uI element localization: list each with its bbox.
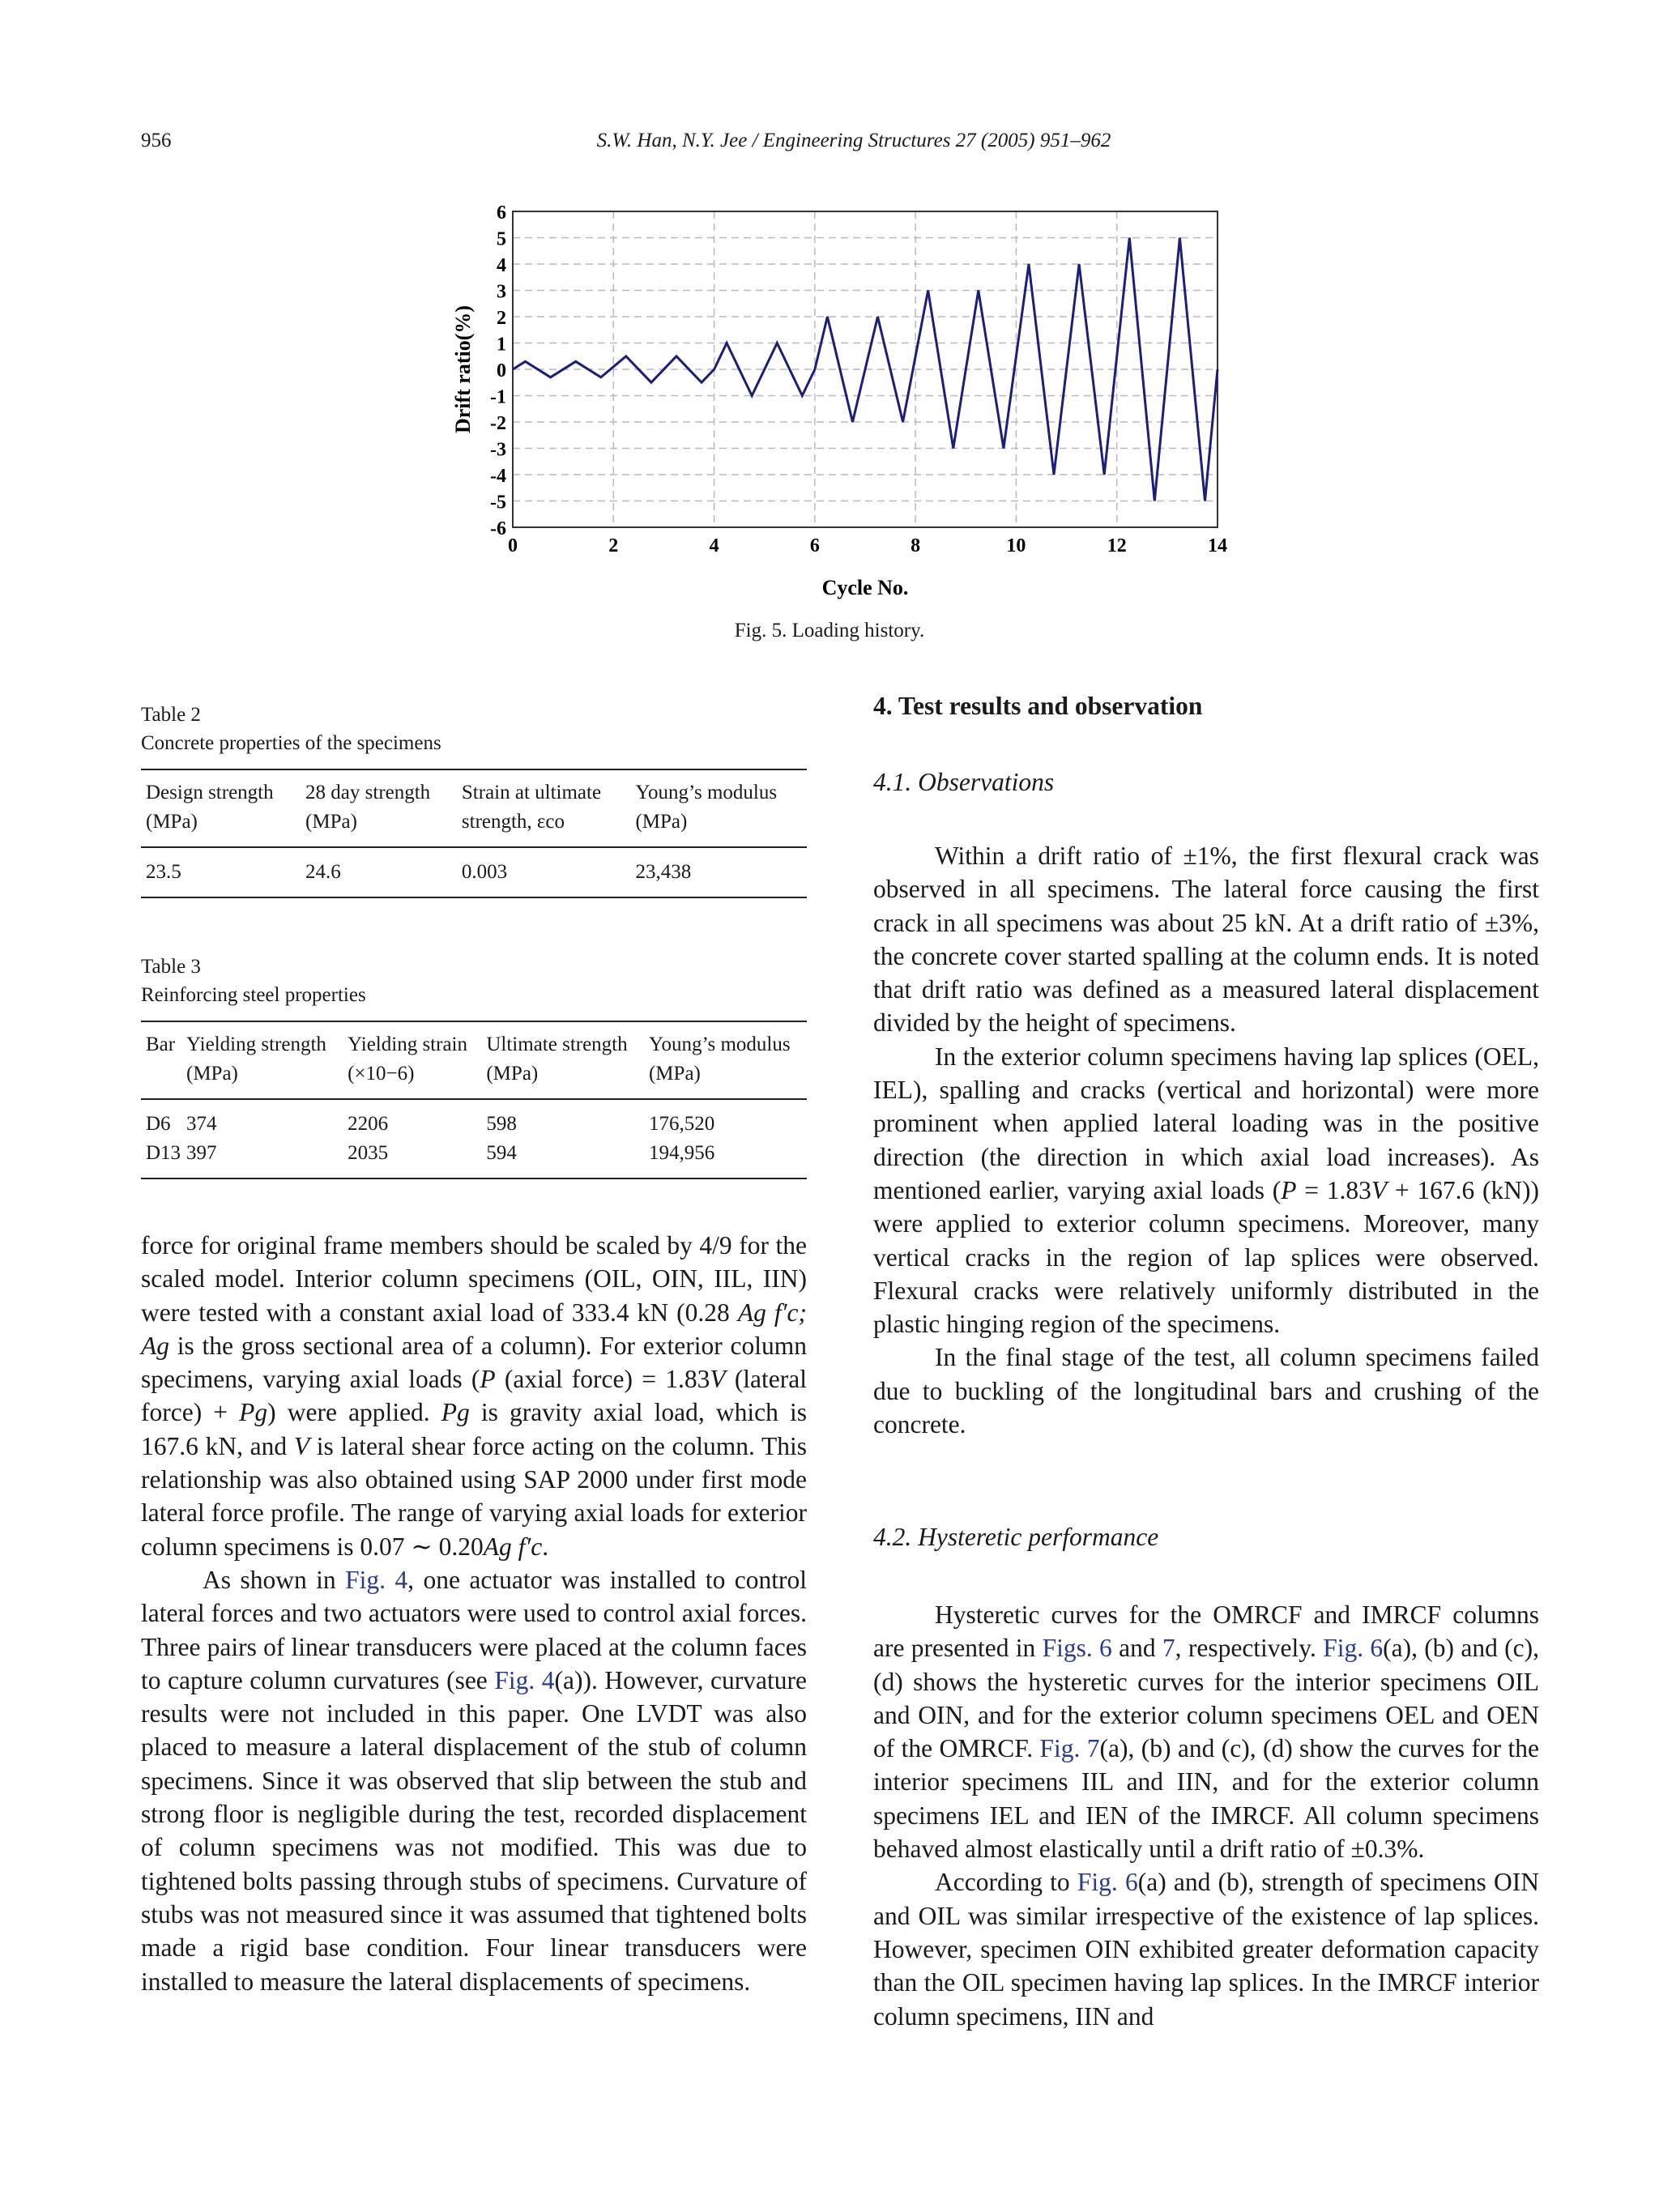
- header-cell: Design strength: [141, 769, 301, 808]
- table-2-title: Concrete properties of the specimens: [141, 732, 441, 754]
- table-cell: 24.6: [301, 847, 457, 897]
- table-2-header-row-2: [141, 808, 807, 847]
- math-run: P: [1281, 1175, 1297, 1204]
- math-run: V: [1371, 1175, 1388, 1204]
- paragraph: [873, 1040, 1539, 1341]
- table-cell: 194,956: [644, 1139, 807, 1178]
- table-cell: 2206: [348, 1113, 389, 1135]
- math-run: Ag f′c; Ag: [141, 1298, 807, 1360]
- header-cell: (MPa): [630, 808, 807, 847]
- y-tick-label: -4: [490, 466, 506, 487]
- table-3-title: Reinforcing steel properties: [141, 984, 366, 1006]
- table-2: [141, 701, 807, 898]
- x-tick-label: 4: [709, 535, 719, 556]
- subsection-heading: 4.2. Hysteretic performance: [873, 1523, 1159, 1551]
- x-tick-label: 10: [1006, 535, 1026, 556]
- right-column-text-2: [873, 1598, 1539, 2033]
- text-run: , respectively.: [1175, 1634, 1324, 1663]
- table-cell: 23,438: [630, 847, 807, 897]
- text-run: In the exterior column specimens having lap splices (OEL, IEL), spalling and cracks (vertical and horizontal) were more prominent when applied lateral loading was in the positive direction (the direction in which axial load increases). As mentioned earlier, varying axial loads (: [873, 1042, 1539, 1204]
- table-cell: 2035: [343, 1139, 481, 1178]
- paragraph: In the final stage of the test, all column specimens failed due to buckling of the longitudinal bars and crushing of the concrete.: [873, 1343, 1539, 1439]
- y-tick-label: 1: [497, 334, 506, 356]
- paragraph: Within a drift ratio of ±1%, the first flexural crack was observed in all specimens. The lateral force causing the first crack in all specimens was about 25 kN. At a drift ratio of ±3%, the concrete cover started spalling at the column ends. It is noted that drift ratio was defined as a measured lateral displacement divided by the height of specimens.: [873, 842, 1539, 1038]
- table-cell: 176,520: [648, 1113, 715, 1135]
- text-run: (a), (b) and (c), (d) shows the hysteretic curves for the interior specimens OIL and OIN, and for the exterior column specimens OEL and OEN of the OMRCF.: [873, 1634, 1539, 1763]
- x-axis-label: Cycle No.: [821, 576, 909, 599]
- table-3: [141, 953, 807, 1179]
- text-run: As shown in: [203, 1565, 346, 1594]
- table-cell: 594: [481, 1139, 644, 1178]
- text-run: According to: [935, 1868, 1077, 1897]
- citation: S.W. Han, N.Y. Jee / Engineering Structures 27 (2005) 951–962: [596, 130, 1111, 151]
- math-run: V: [710, 1365, 726, 1394]
- section-heading: 4. Test results and observation: [873, 692, 1203, 720]
- paragraph: [873, 1598, 1539, 1865]
- text-run: force for original frame members should be scaled by 4/9 for the scaled model. Interior column specimens (OIL, OIN, IIL, IIN) were tested with a constant axial load of 333.4 kN (0.28: [141, 1231, 807, 1327]
- text-run: is lateral shear force acting on the column. This relationship was also obtained using SAP 2000 under first mode lateral force profile. The range of varying axial loads for exterior column specimens is 0.07 ∼ 0.20: [141, 1431, 808, 1561]
- header-cell: Yielding strain: [343, 1021, 481, 1059]
- table-row: [141, 847, 807, 897]
- header-cell: (MPa): [181, 1059, 343, 1099]
- table-3-header-row-2: [141, 1059, 807, 1099]
- paragraph: [141, 1229, 807, 1563]
- math-run: Pg: [239, 1398, 268, 1427]
- header-cell: [141, 1059, 181, 1099]
- y-tick-label: -1: [490, 386, 506, 408]
- table-3-grid: [141, 1021, 807, 1179]
- x-tick-label: 8: [911, 535, 921, 556]
- y-tick-label: -5: [490, 492, 506, 514]
- figure-link[interactable]: 7: [1162, 1634, 1175, 1663]
- text-run: .: [542, 1532, 549, 1561]
- header-cell: (MPa): [481, 1059, 644, 1099]
- y-tick-label: -6: [490, 518, 506, 539]
- header-cell: Strain at ultimate: [457, 769, 631, 808]
- paragraph: [141, 1563, 807, 1998]
- text-run: (a)). However, curvature results were not included in this paper. One LVDT was also placed to measure a lateral displacement of the stub of column specimens. Since it was observed that slip between the stub and strong floor is negligible during the test, recorded displacement of column specimens was not modified. This was due to tightened bolts passing through stubs of specimens. Curvature of stubs was not measured since it was assumed that tightened bolts made a rigid base condition. Four linear transducers were installed to measure the lateral displacements of specimens.: [141, 1665, 807, 1996]
- math-run: V: [293, 1431, 310, 1460]
- math-run: Pg: [441, 1398, 470, 1427]
- x-tick-label: 14: [1208, 535, 1227, 556]
- header-cell: Ultimate strength: [481, 1021, 644, 1059]
- table-row: [141, 1139, 807, 1178]
- x-tick-label: 0: [508, 535, 518, 556]
- y-tick-label: 4: [497, 255, 506, 276]
- header-cell: strength, εco: [457, 808, 631, 847]
- x-tick-labels: [508, 535, 1227, 556]
- table-2-header-row-1: [141, 769, 807, 808]
- text-run: (a) and (b), strength of specimens OIN and OIL was similar irrespective of the existence of lap splices. However, specimen OIN exhibited greater deformation capacity than the OIL specimen having lap splices. In the IMRCF interior column specimens, IIN and: [873, 1868, 1539, 2031]
- header-cell: (MPa): [644, 1059, 807, 1099]
- text-run: (axial force) = 1.83: [495, 1365, 710, 1394]
- header-cell: Young’s modulus: [630, 769, 807, 808]
- y-tick-label: 5: [497, 228, 506, 250]
- text-run: and: [1111, 1634, 1162, 1663]
- header-cell: Yielding strength: [181, 1021, 343, 1059]
- header-cell: Young’s modulus: [644, 1021, 807, 1059]
- text-run: , one actuator was installed to control lateral forces and two actuators were used to control axial forces. Three pairs of linear transducers were placed at the column faces to capture column curvatures (see: [141, 1565, 808, 1694]
- text-run: (lateral force) +: [141, 1365, 807, 1427]
- table-3-header-row-1: [141, 1021, 807, 1059]
- table-cell: D6: [146, 1113, 171, 1135]
- table-row: [141, 1099, 807, 1139]
- math-run: P: [480, 1365, 496, 1394]
- text-run: Hysteretic curves for the OMRCF and IMRCF columns are presented in: [873, 1600, 1539, 1663]
- y-tick-label: -3: [490, 439, 506, 461]
- header-cell: 28 day strength: [301, 769, 457, 808]
- text-run: is the gross sectional area of a column). For exterior column specimens, varying axial loads (: [141, 1331, 807, 1394]
- y-tick-labels: [490, 202, 506, 539]
- y-axis-label: Drift ratio(%): [451, 305, 475, 434]
- table-cell: 0.003: [457, 847, 631, 897]
- figure-link[interactable]: Figs. 6: [1042, 1634, 1112, 1663]
- text-run: ) were applied.: [267, 1398, 441, 1427]
- table-cell: 598: [486, 1113, 517, 1135]
- math-run: Ag f′c: [483, 1532, 543, 1561]
- table-2-grid: [141, 769, 807, 898]
- table-cell: 23.5: [141, 847, 301, 897]
- page-number: 956: [141, 130, 172, 151]
- y-tick-label: 0: [497, 360, 506, 381]
- y-tick-label: 2: [497, 308, 506, 329]
- right-column-text-1: [873, 839, 1539, 1441]
- table-cell: 374: [186, 1113, 217, 1135]
- table-cell: D13: [141, 1139, 181, 1178]
- y-tick-label: 3: [497, 281, 506, 303]
- text-run: (a), (b) and (c), (d) show the curves for the interior specimens IIL and IIN, and for the exterior column specimens IEL and IEN of the IMRCF. All column specimens behaved almost elastically until a drift ratio of ±0.3%.: [873, 1734, 1539, 1864]
- left-column-text: [141, 1229, 807, 1998]
- table-cell: 397: [181, 1139, 343, 1178]
- text-run: + 167.6 (kN)) were applied to exterior column specimens. Moreover, many vertical cracks in the region of lap splices were observed. Flexural cracks were relatively uniformly distributed in the plastic hinging region of the specimens.: [873, 1175, 1540, 1339]
- figure-caption: Fig. 5. Loading history.: [734, 620, 925, 641]
- table-3-label: Table 3: [141, 956, 201, 978]
- header-cell: Bar: [141, 1021, 181, 1059]
- loading-history-chart: [437, 194, 1247, 599]
- figure-link[interactable]: Fig. 4: [345, 1565, 408, 1594]
- text-run: = 1.83: [1296, 1175, 1371, 1204]
- running-header: [0, 130, 1659, 152]
- figure-link[interactable]: Fig. 6: [1323, 1634, 1384, 1663]
- figure-link[interactable]: Fig. 6: [1077, 1868, 1138, 1897]
- figure-link[interactable]: Fig. 4: [494, 1665, 555, 1694]
- subsection-heading: 4.1. Observations: [873, 768, 1055, 796]
- y-tick-label: -2: [490, 413, 506, 434]
- x-tick-label: 6: [809, 535, 820, 556]
- header-cell: (MPa): [141, 808, 301, 847]
- header-cell: (×10−6): [343, 1059, 481, 1099]
- y-tick-label: 6: [497, 202, 506, 224]
- paragraph: [873, 1865, 1539, 2032]
- x-tick-label: 12: [1107, 535, 1127, 556]
- figure-link[interactable]: Fig. 7: [1039, 1734, 1100, 1763]
- text-run: is gravity axial load, which is 167.6 kN, and: [141, 1398, 807, 1460]
- table-2-label: Table 2: [141, 704, 201, 726]
- x-tick-label: 2: [608, 535, 619, 556]
- header-cell: (MPa): [301, 808, 457, 847]
